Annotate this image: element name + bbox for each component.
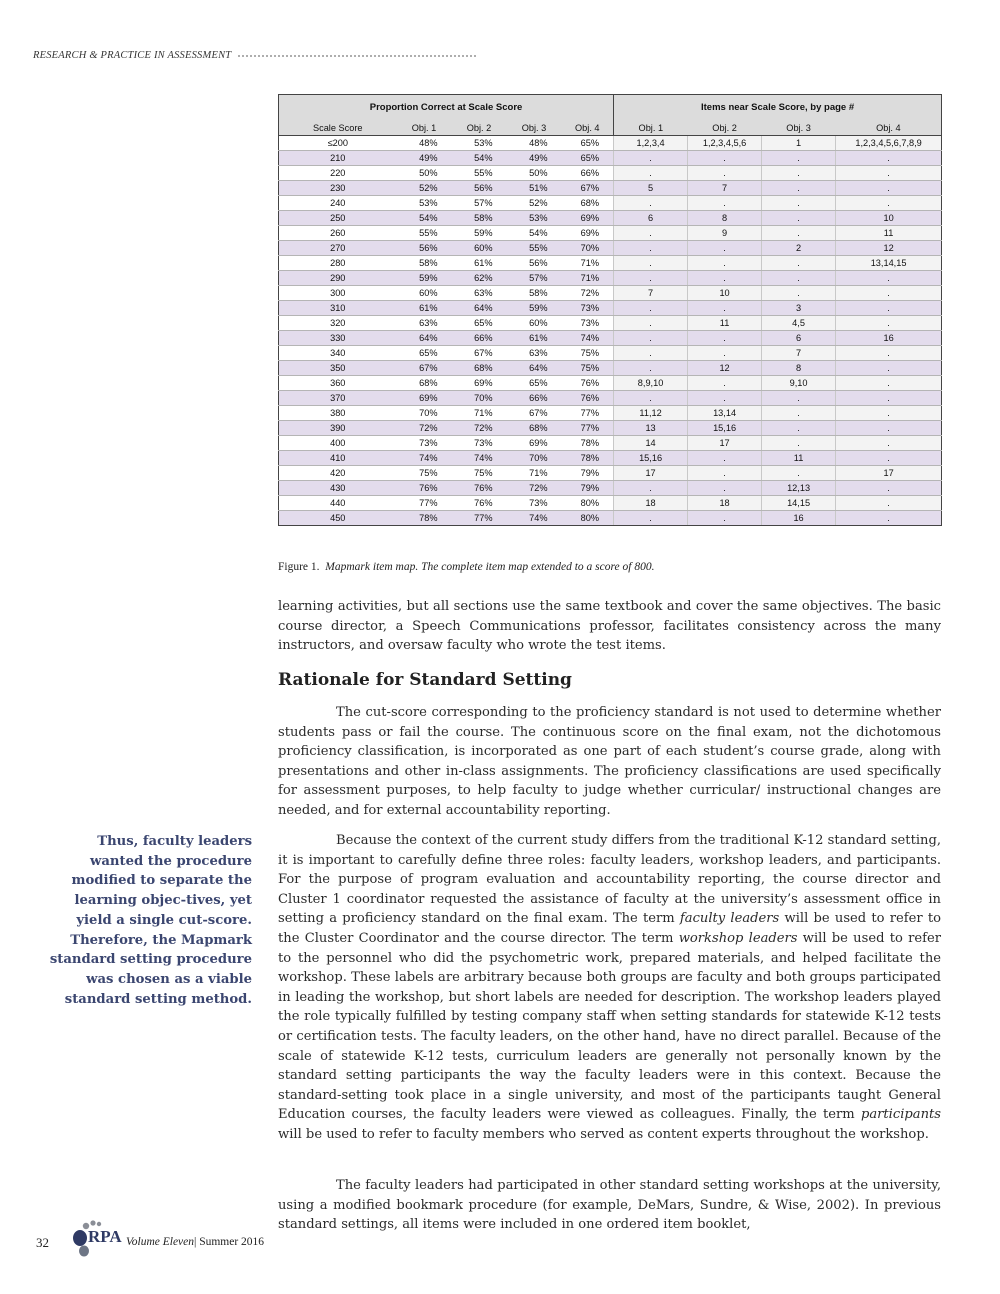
table-row xyxy=(279,301,942,316)
proportion-cell: 76% xyxy=(452,481,507,496)
item-map-table xyxy=(278,94,942,526)
items-cell: . xyxy=(836,496,942,511)
running-head: RESEARCH & PRACTICE IN ASSESSMENT xyxy=(33,50,477,61)
items-cell: . xyxy=(836,421,942,436)
items-cell: . xyxy=(614,346,688,361)
proportion-cell: 49% xyxy=(507,151,562,166)
proportion-cell: 69% xyxy=(507,436,562,451)
items-cell: . xyxy=(762,271,836,286)
items-cell: 11 xyxy=(762,451,836,466)
items-cell: . xyxy=(614,241,688,256)
running-head-dots xyxy=(237,54,477,58)
scale-score-cell: 250 xyxy=(279,211,397,226)
proportion-cell: 73% xyxy=(562,301,614,316)
proportion-cell: 75% xyxy=(562,361,614,376)
proportion-cell: 74% xyxy=(562,331,614,346)
proportion-cell: 80% xyxy=(562,511,614,526)
items-cell: 16 xyxy=(836,331,942,346)
scale-score-cell: 340 xyxy=(279,346,397,361)
items-cell: . xyxy=(762,436,836,451)
scale-score-cell: 420 xyxy=(279,466,397,481)
proportion-cell: 60% xyxy=(507,316,562,331)
proportion-cell: 78% xyxy=(397,511,452,526)
proportion-cell: 52% xyxy=(507,196,562,211)
proportion-cell: 80% xyxy=(562,496,614,511)
items-cell: 7 xyxy=(614,286,688,301)
table-row xyxy=(279,271,942,286)
scale-score-cell: 300 xyxy=(279,286,397,301)
column-header: Obj. 3 xyxy=(507,121,562,136)
proportion-cell: 57% xyxy=(452,196,507,211)
items-cell: 1,2,3,4,5,6,7,8,9 xyxy=(836,136,942,151)
items-cell: . xyxy=(688,481,762,496)
items-cell: . xyxy=(688,256,762,271)
table-body xyxy=(279,136,942,526)
proportion-cell: 55% xyxy=(507,241,562,256)
scale-score-cell: 220 xyxy=(279,166,397,181)
table-row xyxy=(279,511,942,526)
proportion-cell: 54% xyxy=(507,226,562,241)
scale-score-cell: 410 xyxy=(279,451,397,466)
proportion-cell: 65% xyxy=(562,151,614,166)
scale-score-cell: 270 xyxy=(279,241,397,256)
proportion-cell: 64% xyxy=(452,301,507,316)
proportion-cell: 69% xyxy=(562,211,614,226)
items-cell: . xyxy=(614,256,688,271)
scale-score-cell: 370 xyxy=(279,391,397,406)
proportion-cell: 71% xyxy=(562,256,614,271)
items-cell: . xyxy=(688,331,762,346)
items-cell: . xyxy=(614,166,688,181)
proportion-cell: 67% xyxy=(507,406,562,421)
column-header: Scale Score xyxy=(279,121,397,136)
items-cell: . xyxy=(688,466,762,481)
table-row xyxy=(279,211,942,226)
scale-score-cell: 450 xyxy=(279,511,397,526)
column-header: Obj. 4 xyxy=(562,121,614,136)
scale-score-cell: 380 xyxy=(279,406,397,421)
column-header: Obj. 4 xyxy=(836,121,942,136)
column-header: Obj. 3 xyxy=(762,121,836,136)
proportion-cell: 75% xyxy=(452,466,507,481)
proportion-cell: 59% xyxy=(507,301,562,316)
items-cell: 13 xyxy=(614,421,688,436)
items-cell: . xyxy=(762,166,836,181)
section-heading: Rationale for Standard Setting xyxy=(278,670,572,690)
scale-score-cell: 360 xyxy=(279,376,397,391)
proportion-cell: 50% xyxy=(397,166,452,181)
items-cell: . xyxy=(762,181,836,196)
proportion-cell: 79% xyxy=(562,481,614,496)
proportion-cell: 77% xyxy=(452,511,507,526)
proportion-cell: 77% xyxy=(562,421,614,436)
paragraph-2: The cut-score corresponding to the proficiency standard is not used to determine whether students pass or fail the course. The continuous score on the final exam, not the dichotomous proficiency classification, is incorporated as one part of each student’s course grade, along with presentations and other in-class assignments. The proficiency classifications are used specifically for assessment purposes, to help faculty to judge whether curricular/ instructional changes are needed, and for external accountability reporting. xyxy=(278,705,941,818)
table-column-header-row xyxy=(279,121,942,136)
proportion-cell: 53% xyxy=(507,211,562,226)
scale-score-cell: 350 xyxy=(279,361,397,376)
proportion-cell: 71% xyxy=(507,466,562,481)
scale-score-cell: 280 xyxy=(279,256,397,271)
term-faculty-leaders: faculty leaders xyxy=(679,911,780,927)
proportion-cell: 60% xyxy=(397,286,452,301)
proportion-cell: 76% xyxy=(562,391,614,406)
items-cell: . xyxy=(762,151,836,166)
proportion-cell: 58% xyxy=(397,256,452,271)
proportion-cell: 74% xyxy=(452,451,507,466)
items-cell: 1,2,3,4,5,6 xyxy=(688,136,762,151)
items-cell: 2 xyxy=(762,241,836,256)
table-row xyxy=(279,166,942,181)
proportion-cell: 53% xyxy=(397,196,452,211)
scale-score-cell: 320 xyxy=(279,316,397,331)
table-row xyxy=(279,496,942,511)
proportion-cell: 68% xyxy=(452,361,507,376)
table-row xyxy=(279,196,942,211)
items-cell: . xyxy=(688,166,762,181)
column-header: Obj. 2 xyxy=(452,121,507,136)
items-cell: . xyxy=(688,241,762,256)
proportion-cell: 70% xyxy=(507,451,562,466)
proportion-cell: 50% xyxy=(507,166,562,181)
proportion-cell: 74% xyxy=(397,451,452,466)
items-cell: 5 xyxy=(614,181,688,196)
table-row xyxy=(279,331,942,346)
items-cell: 17 xyxy=(836,466,942,481)
proportion-cell: 78% xyxy=(562,436,614,451)
proportion-cell: 69% xyxy=(397,391,452,406)
proportion-cell: 70% xyxy=(562,241,614,256)
items-cell: . xyxy=(614,226,688,241)
proportion-cell: 55% xyxy=(452,166,507,181)
proportion-cell: 54% xyxy=(397,211,452,226)
proportion-cell: 61% xyxy=(452,256,507,271)
items-cell: . xyxy=(614,391,688,406)
items-cell: . xyxy=(688,196,762,211)
proportion-cell: 58% xyxy=(452,211,507,226)
proportion-cell: 77% xyxy=(397,496,452,511)
items-cell: . xyxy=(762,421,836,436)
scale-score-cell: 330 xyxy=(279,331,397,346)
items-cell: . xyxy=(762,391,836,406)
proportion-cell: 64% xyxy=(397,331,452,346)
paragraph-4: The faculty leaders had participated in other standard setting workshops at the university, using a modified bookmark procedure (for example, DeMars, Sundre, & Wise, 2002). In previous standard settings, all items were included in one ordered item booklet, xyxy=(278,1178,941,1233)
proportion-cell: 72% xyxy=(397,421,452,436)
proportion-cell: 73% xyxy=(397,436,452,451)
items-cell: . xyxy=(762,196,836,211)
items-cell: 15,16 xyxy=(614,451,688,466)
proportion-cell: 69% xyxy=(562,226,614,241)
items-cell: . xyxy=(688,451,762,466)
proportion-cell: 64% xyxy=(507,361,562,376)
proportion-cell: 66% xyxy=(452,331,507,346)
table-row xyxy=(279,361,942,376)
proportion-cell: 62% xyxy=(452,271,507,286)
proportion-cell: 49% xyxy=(397,151,452,166)
term-workshop-leaders: workshop leaders xyxy=(678,930,798,946)
items-cell: 1,2,3,4 xyxy=(614,136,688,151)
items-cell: . xyxy=(688,376,762,391)
table-row xyxy=(279,151,942,166)
items-cell: . xyxy=(614,271,688,286)
proportion-cell: 58% xyxy=(507,286,562,301)
table-row xyxy=(279,451,942,466)
proportion-cell: 68% xyxy=(507,421,562,436)
items-cell: . xyxy=(836,301,942,316)
proportion-cell: 48% xyxy=(507,136,562,151)
proportion-cell: 70% xyxy=(397,406,452,421)
items-cell: 16 xyxy=(762,511,836,526)
items-cell: . xyxy=(836,436,942,451)
scale-score-cell: 210 xyxy=(279,151,397,166)
items-cell: . xyxy=(762,226,836,241)
proportion-cell: 68% xyxy=(562,196,614,211)
proportion-cell: 65% xyxy=(562,136,614,151)
proportion-cell: 54% xyxy=(452,151,507,166)
items-cell: 18 xyxy=(688,496,762,511)
items-cell: 17 xyxy=(688,436,762,451)
proportion-cell: 77% xyxy=(562,406,614,421)
items-cell: . xyxy=(688,391,762,406)
proportion-cell: 60% xyxy=(452,241,507,256)
items-cell: 6 xyxy=(614,211,688,226)
table-row xyxy=(279,286,942,301)
items-cell: 8 xyxy=(688,211,762,226)
proportion-cell: 56% xyxy=(397,241,452,256)
proportion-cell: 68% xyxy=(397,376,452,391)
items-cell: . xyxy=(614,196,688,211)
proportion-cell: 69% xyxy=(452,376,507,391)
paragraph-3: Because the context of the current study differs from the traditional K-12 standard setting, it is important to carefully define three roles: faculty leaders, workshop leaders, and participants. For the purpose of program evaluation and accountability reporting, the course director and Cluster 1 coordinator requested the assistance of faculty at the university’s assessment office in setting a proficiency standard on the final exam. The term faculty leaders will be used to refer to the Cluster Coordinator and the course director. The term workshop leaders will be used to refer to the personnel who did the psychometric work, prepared materials, and helped facilitate the workshop. These labels are arbitrary because both groups are faculty and both groups participated in leading the workshop, but short labels are needed for description. The workshop leaders played the role typically fulfilled by testing company staff when setting standards for statewide K-12 tests or certification tests. The faculty leaders, on the other hand, have no direct parallel. Because of the scale of statewide K-12 tests, curriculum leaders are generally not personally known by the standard setting participants the way the faculty leaders were in this context. Because the standard-setting took place in a single university, and most of the participants taught General Education courses, the faculty leaders were viewed as colleagues. Finally, the term participants will be used to refer to faculty members who served as content experts throughout the workshop. xyxy=(278,833,942,1142)
items-cell: 11 xyxy=(836,226,942,241)
table-row xyxy=(279,181,942,196)
column-header: Obj. 1 xyxy=(614,121,688,136)
scale-score-cell: 310 xyxy=(279,301,397,316)
items-cell: . xyxy=(762,211,836,226)
items-cell: 9,10 xyxy=(762,376,836,391)
proportion-cell: 59% xyxy=(397,271,452,286)
table-group-header-right: Items near Scale Score, by page # xyxy=(614,95,942,122)
paragraph-rationale xyxy=(278,703,941,821)
paragraph-continuation xyxy=(278,597,941,656)
items-cell: . xyxy=(688,271,762,286)
items-cell: 12,13 xyxy=(762,481,836,496)
scale-score-cell: 240 xyxy=(279,196,397,211)
proportion-cell: 75% xyxy=(397,466,452,481)
table-row xyxy=(279,391,942,406)
logo-text: RPA xyxy=(88,1227,122,1246)
items-cell: . xyxy=(762,286,836,301)
table-row xyxy=(279,241,942,256)
table-row xyxy=(279,406,942,421)
items-cell: 14 xyxy=(614,436,688,451)
table-row xyxy=(279,226,942,241)
items-cell: . xyxy=(836,316,942,331)
table-row xyxy=(279,466,942,481)
items-cell: . xyxy=(836,286,942,301)
proportion-cell: 63% xyxy=(507,346,562,361)
items-cell: . xyxy=(836,481,942,496)
items-cell: . xyxy=(688,511,762,526)
scale-score-cell: 230 xyxy=(279,181,397,196)
table-row xyxy=(279,256,942,271)
proportion-cell: 67% xyxy=(562,181,614,196)
items-cell: . xyxy=(836,346,942,361)
table-row xyxy=(279,376,942,391)
items-cell: 11,12 xyxy=(614,406,688,421)
proportion-cell: 72% xyxy=(507,481,562,496)
items-cell: 11 xyxy=(688,316,762,331)
figure-caption xyxy=(278,561,654,573)
proportion-cell: 48% xyxy=(397,136,452,151)
items-cell: . xyxy=(836,271,942,286)
items-cell: 7 xyxy=(688,181,762,196)
page-footer xyxy=(36,1226,276,1266)
proportion-cell: 70% xyxy=(452,391,507,406)
proportion-cell: 66% xyxy=(562,166,614,181)
proportion-cell: 61% xyxy=(397,301,452,316)
items-cell: 1 xyxy=(762,136,836,151)
proportion-cell: 71% xyxy=(562,271,614,286)
items-cell: 10 xyxy=(836,211,942,226)
items-cell: . xyxy=(762,406,836,421)
items-cell: . xyxy=(614,301,688,316)
items-cell: 7 xyxy=(762,346,836,361)
proportion-cell: 73% xyxy=(562,316,614,331)
items-cell: . xyxy=(762,466,836,481)
proportion-cell: 63% xyxy=(397,316,452,331)
items-cell: . xyxy=(836,406,942,421)
scale-score-cell: 260 xyxy=(279,226,397,241)
table-row xyxy=(279,481,942,496)
items-cell: 8 xyxy=(762,361,836,376)
items-cell: . xyxy=(614,151,688,166)
items-cell: 9 xyxy=(688,226,762,241)
items-cell: 13,14 xyxy=(688,406,762,421)
proportion-cell: 67% xyxy=(452,346,507,361)
proportion-cell: 57% xyxy=(507,271,562,286)
items-cell: . xyxy=(614,331,688,346)
column-header: Obj. 2 xyxy=(688,121,762,136)
items-cell: 12 xyxy=(688,361,762,376)
proportion-cell: 65% xyxy=(397,346,452,361)
paragraph-previous xyxy=(278,1176,941,1235)
items-cell: . xyxy=(836,181,942,196)
figure-caption-text: Mapmark item map. The complete item map extended to a score of 800. xyxy=(325,561,655,573)
items-cell: 15,16 xyxy=(688,421,762,436)
proportion-cell: 72% xyxy=(452,421,507,436)
item-map-table-wrap xyxy=(278,94,941,526)
items-cell: . xyxy=(836,376,942,391)
items-cell: . xyxy=(836,391,942,406)
items-cell: . xyxy=(836,196,942,211)
proportion-cell: 65% xyxy=(452,316,507,331)
scale-score-cell: 400 xyxy=(279,436,397,451)
proportion-cell: 71% xyxy=(452,406,507,421)
proportion-cell: 78% xyxy=(562,451,614,466)
items-cell: . xyxy=(836,451,942,466)
paragraph-1: learning activities, but all sections use the same textbook and cover the same objectives. The basic course director, a Speech Communications professor, facilitates consistency across the many instructors, and oversaw faculty who wrote the test items. xyxy=(278,599,941,654)
proportion-cell: 61% xyxy=(507,331,562,346)
items-cell: . xyxy=(688,346,762,361)
proportion-cell: 73% xyxy=(452,436,507,451)
items-cell: . xyxy=(836,166,942,181)
proportion-cell: 74% xyxy=(507,511,562,526)
paragraph-roles xyxy=(278,831,941,1145)
scale-score-cell: 290 xyxy=(279,271,397,286)
table-row xyxy=(279,436,942,451)
items-cell: 6 xyxy=(762,331,836,346)
figure-label: Figure 1. xyxy=(278,561,320,573)
proportion-cell: 55% xyxy=(397,226,452,241)
items-cell: . xyxy=(688,301,762,316)
items-cell: 8,9,10 xyxy=(614,376,688,391)
proportion-cell: 72% xyxy=(562,286,614,301)
items-cell: . xyxy=(614,481,688,496)
items-cell: . xyxy=(836,511,942,526)
proportion-cell: 79% xyxy=(562,466,614,481)
table-row xyxy=(279,136,942,151)
table-row xyxy=(279,421,942,436)
items-cell: 18 xyxy=(614,496,688,511)
proportion-cell: 52% xyxy=(397,181,452,196)
items-cell: . xyxy=(614,316,688,331)
items-cell: . xyxy=(836,151,942,166)
proportion-cell: 53% xyxy=(452,136,507,151)
items-cell: 13,14,15 xyxy=(836,256,942,271)
scale-score-cell: ≤200 xyxy=(279,136,397,151)
pull-quote: Thus, faculty leaders wanted the procedure modified to separate the learning objec-tives, yet yield a single cut-score. Therefore, the Mapmark standard setting procedure was chosen as a viable standard setting method. xyxy=(49,834,252,1007)
scale-score-cell: 440 xyxy=(279,496,397,511)
column-header: Obj. 1 xyxy=(397,121,452,136)
proportion-cell: 76% xyxy=(562,376,614,391)
items-cell: . xyxy=(614,361,688,376)
proportion-cell: 56% xyxy=(452,181,507,196)
items-cell: . xyxy=(836,361,942,376)
proportion-cell: 65% xyxy=(507,376,562,391)
page-number: 32 xyxy=(36,1235,49,1250)
proportion-cell: 75% xyxy=(562,346,614,361)
items-cell: 17 xyxy=(614,466,688,481)
proportion-cell: 67% xyxy=(397,361,452,376)
table-group-header-left: Proportion Correct at Scale Score xyxy=(279,95,614,122)
proportion-cell: 73% xyxy=(507,496,562,511)
term-participants: participants xyxy=(860,1107,941,1123)
scale-score-cell: 390 xyxy=(279,421,397,436)
volume-label: Volume Eleven| Summer 2016 xyxy=(126,1236,265,1248)
scale-score-cell: 430 xyxy=(279,481,397,496)
proportion-cell: 59% xyxy=(452,226,507,241)
items-cell: . xyxy=(762,256,836,271)
proportion-cell: 76% xyxy=(397,481,452,496)
proportion-cell: 56% xyxy=(507,256,562,271)
items-cell: 12 xyxy=(836,241,942,256)
items-cell: 10 xyxy=(688,286,762,301)
items-cell: 14,15 xyxy=(762,496,836,511)
proportion-cell: 66% xyxy=(507,391,562,406)
items-cell: 3 xyxy=(762,301,836,316)
proportion-cell: 51% xyxy=(507,181,562,196)
table-row xyxy=(279,316,942,331)
proportion-cell: 76% xyxy=(452,496,507,511)
items-cell: . xyxy=(614,511,688,526)
items-cell: . xyxy=(688,151,762,166)
items-cell: 4,5 xyxy=(762,316,836,331)
proportion-cell: 63% xyxy=(452,286,507,301)
table-row xyxy=(279,346,942,361)
